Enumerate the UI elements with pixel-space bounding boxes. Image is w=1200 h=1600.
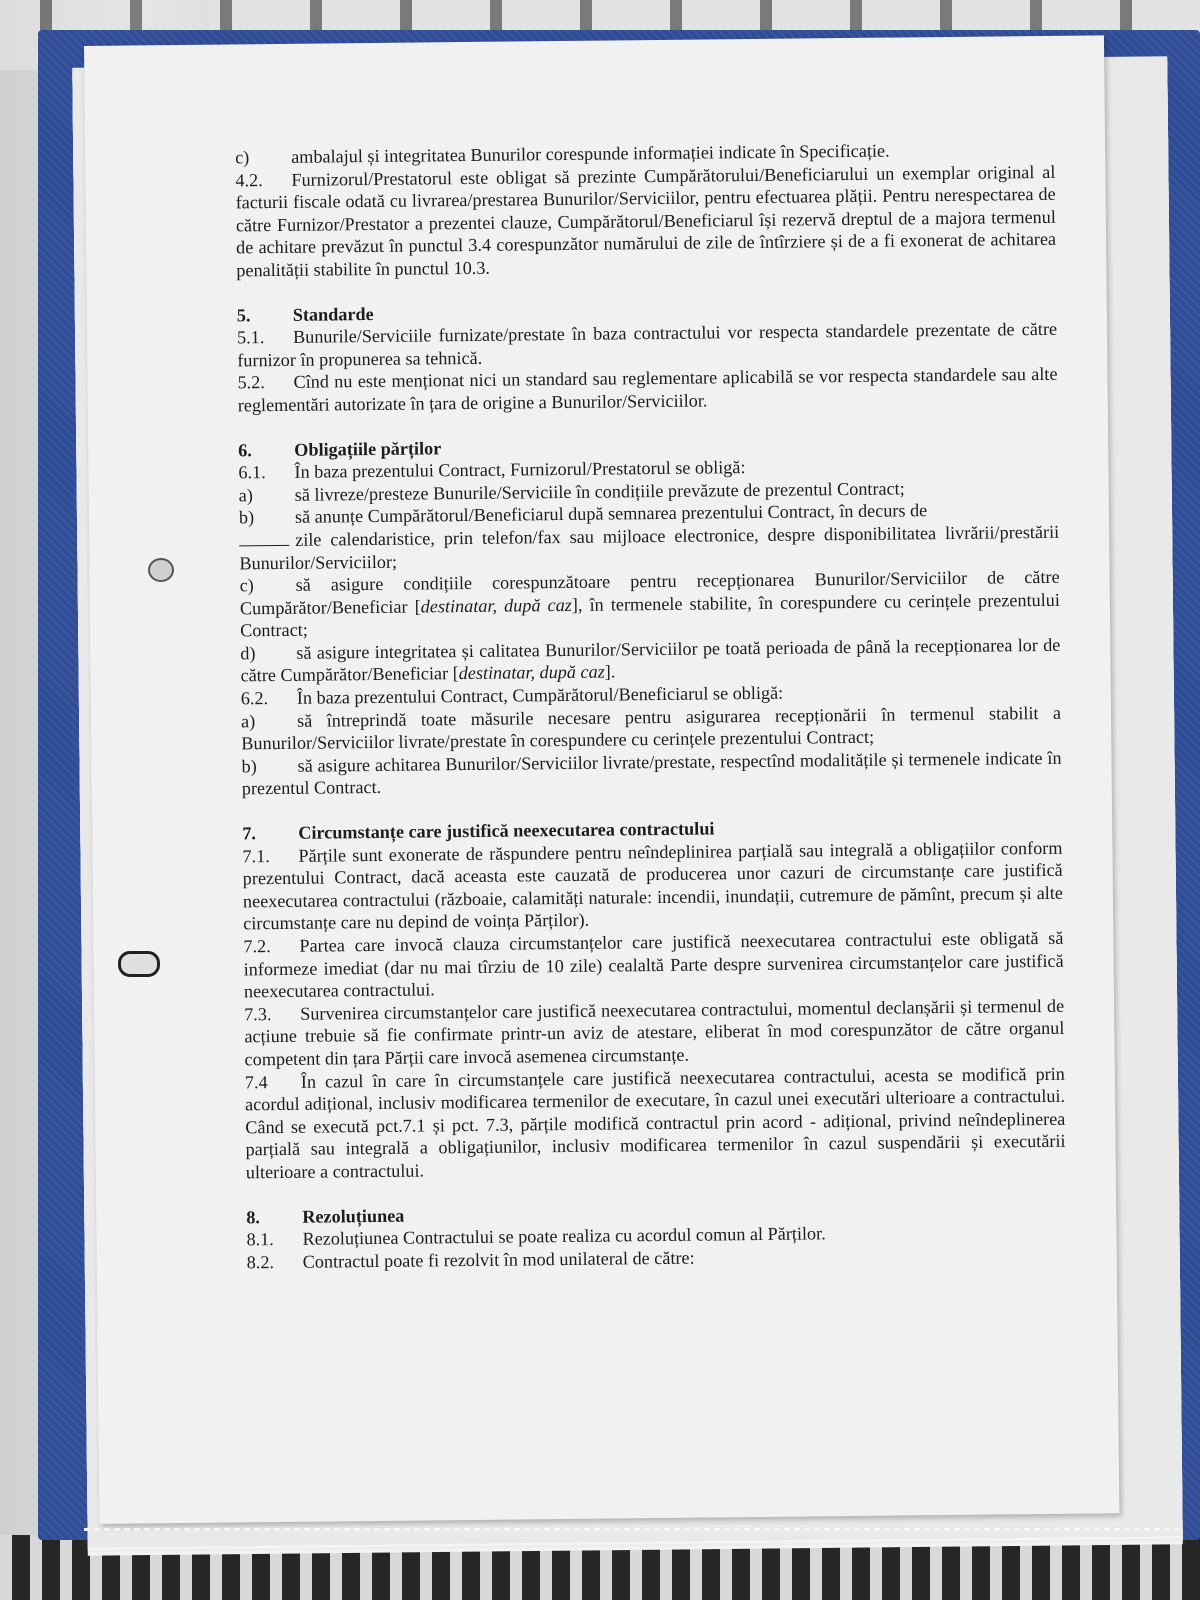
clause-text: să întreprindă toate măsurile necesare pentru asigurarea recepționării în termenul stabilit a Bunurilor/Serviciilor livrate/prestate în corespundere cu cerințele prezentului Contract; <box>241 702 1062 754</box>
binder-ring-icon <box>118 951 160 977</box>
clause-text: În baza prezentului Contract, Cumpărătorul/Beneficiarul se obligă: <box>296 682 784 708</box>
clause-text: Obligațiile părților <box>294 437 442 460</box>
document-text <box>235 138 1067 1274</box>
clause-text: să asigure condițiile corespunzătoare pentru recepționarea Bunurilor/Serviciilor de către Cumpărător/Beneficiar [ <box>239 566 1060 619</box>
clause-number: 7.4 <box>244 1071 268 1092</box>
clause-paragraph <box>245 1062 1066 1184</box>
clause-text: Standarde <box>292 303 374 325</box>
clause-text-continued: ], în termenele stabilite, în corespundere cu cerințele prezentului Contract; <box>240 589 1060 641</box>
clause-number: 7.2. <box>243 936 271 957</box>
clause-text: În cazul în care în circumstanțele care justifică neexecutarea contractului, acesta se modifică prin acordul adițional, inclusiv modificarea termenilor de executare, în cazul unei executări ulterioare a contractului. Când se execută pct.7.1 și pct. 7.3, părțile modifică contractul prin acord - adițional, privind neîndeplinerea parțială sau integrală a obligațiunilor, inclusiv modificarea termenilor în cazul suspendării și executării ulterioare a contractului. <box>244 1063 1066 1183</box>
fill-in-blank <box>239 545 289 547</box>
clause-number: 6.1. <box>238 462 266 483</box>
clause-paragraph <box>235 160 1056 282</box>
clause-number: 8.2. <box>246 1251 275 1273</box>
clause-number: 5.2. <box>237 372 265 393</box>
clause-text: Părțile sunt exonerate de răspundere pentru neîndeplinirea parțială sau integrală a obligațiilor conform prezentului Contract, dacă aceasta este cauzată de producerea unor cazuri de circumstanțe care justifică neexecutarea contractului (războaie, calamități naturale: incendii, inundații, cutremure de pămînt, precum și alte circumstanțe care nu depind de voința Părților). <box>242 837 1064 934</box>
clause-number: 5. <box>236 304 251 325</box>
clause-text: Contractul poate fi rezolvit în mod unilateral de către: <box>302 1247 695 1272</box>
clause-number: c) <box>239 575 254 596</box>
clause-number: a) <box>240 710 256 732</box>
clause-paragraph <box>244 995 1065 1071</box>
clause-paragraph <box>242 836 1063 935</box>
clause-paragraph <box>241 747 1061 801</box>
clause-text: să asigure integritatea și calitatea Bunurilor/Serviciilor pe toată perioada de până la recepționarea lor de către Cumpărător/Beneficiar [ <box>240 634 1061 686</box>
clause-text: ambalajul și integritatea Bunurilor corespunde informației indicate în Specificație. <box>291 140 890 167</box>
clause-number: 7.1. <box>242 845 270 867</box>
clause-number: 8.1. <box>246 1229 274 1250</box>
clause-number: 4.2. <box>235 169 263 191</box>
clause-text: să asigure achitarea Bunurilor/Serviciilor livrate/prestate, respectînd modalitățile și termenele indicate în prezentul Contract. <box>241 747 1062 799</box>
clause-text: Circumstanțe care justifică neexecutarea contractului <box>298 818 715 843</box>
clause-text: Cînd nu este menționat nici un standard sau reglementare aplicabilă se vor respecta standardele sau alte reglementări autorizate în țara de origine a Bunurilor/Serviciilor. <box>237 364 1058 416</box>
clause-paragraph <box>237 363 1057 417</box>
clause-number: 7.3. <box>244 1003 272 1025</box>
clause-text: Furnizorul/Prestatorul este obligat să prezinte Cumpărătorului/Beneficiarului un exemplar original al facturii fiscale odată cu livrarea/prestarea Bunurilor/Serviciilor, pentru efectuarea plății. Pentru nerespectarea de către Furnizor/Prestator a prezentei clauze, Cumpărătorul/Beneficiarul își rezervă dreptul de a majora termenul de achitare prevăzut în punctul 3.4 corespunzător numărului de zile de întîrziere și de a fi exonerat de achitarea penalității stabilite în punctul 10.3. <box>235 161 1057 281</box>
italic-note: destinatar, după caz <box>420 594 572 617</box>
clause-text: Rezoluțiunea Contractului se poate realiza cu acordul comun al Părților. <box>302 1223 826 1249</box>
clause-number: 6.2. <box>240 688 269 709</box>
clause-number: c) <box>235 147 250 168</box>
clause-text: zile calendaristice, prin telefon/fax sau mijloace electronice, despre disponibilitatea livrării/prestării Bunurilor/Serviciilor; <box>239 521 1060 573</box>
clause-number: b) <box>241 756 257 777</box>
clause-paragraph <box>240 566 1061 642</box>
clause-text: Bunurile/Serviciile furnizate/prestate în baza contractului vor respecta standardele prezentate de către furnizor în propunerea sa tehnică. <box>237 318 1058 371</box>
italic-note: destinatar, după caz <box>458 662 605 684</box>
clause-number: a) <box>238 484 253 506</box>
clause-text: să livreze/presteze Bunurile/Serviciile în condițiile prevăzute de prezentul Contract; <box>294 478 905 505</box>
clause-text: În baza prezentului Contract, Furnizorul/Prestatorul se obligă: <box>294 457 746 482</box>
folder-stitching <box>84 1528 1184 1531</box>
clause-text-continued: ]. <box>604 661 616 683</box>
clause-text: Partea care invocă clauza circumstanțelor care justifică neexecutarea contractului este obligată să informeze imediat (dar nu mai tîrziu de 10 zile) cealaltă Parte despre survenirea circumstanțelor care justifică neexecutarea contractului. <box>243 927 1064 1002</box>
document-page <box>84 35 1119 1524</box>
clause-number: b) <box>238 507 255 528</box>
clause-text: Survenirea circumstanțelor care justifică neexecutarea contractului, momentul declanșării și termenul de acțiune trebuie să fie confirmate printr-un aviz de atestare, eliberat în mod corespunzător de către organul competent din țara Părții care invocă asemenea circumstanțe. <box>244 995 1065 1070</box>
clause-number: 7. <box>242 823 256 844</box>
clause-number: 6. <box>238 439 252 460</box>
clause-paragraph <box>243 927 1064 1003</box>
binder-ring-icon <box>148 558 174 582</box>
clause-text: Rezoluțiunea <box>302 1205 405 1227</box>
clause-number: 8. <box>246 1206 261 1227</box>
clause-text: să anunțe Cumpărătorul/Beneficiarul după semnarea prezentului Contract, în decurs de <box>294 500 928 528</box>
clause-number: d) <box>240 643 256 664</box>
clause-number: 5.1. <box>236 327 265 348</box>
